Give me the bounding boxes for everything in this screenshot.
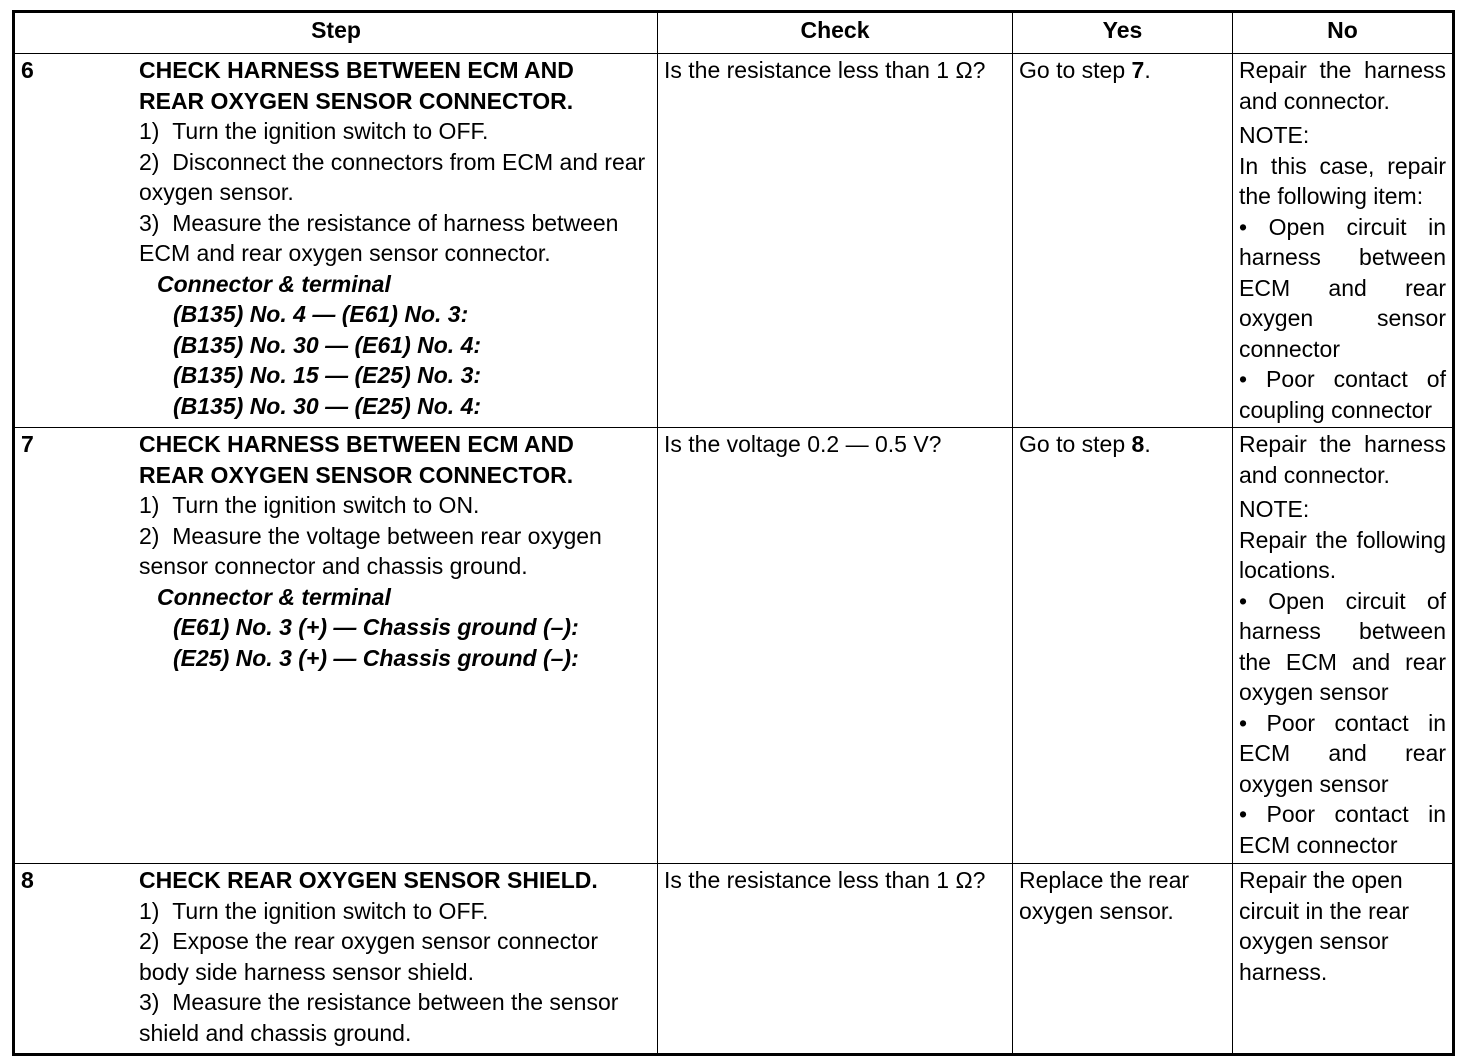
step-number: 6 <box>21 57 34 83</box>
yes-step-ref: 8 <box>1131 431 1145 457</box>
step-number: 7 <box>21 431 34 457</box>
yes-cell <box>1013 54 1233 428</box>
step-title: CHECK HARNESS BETWEEN ECM AND <box>139 431 574 457</box>
table-row <box>14 864 1454 1055</box>
substep: 1) Turn the ignition switch to OFF. <box>139 897 489 924</box>
step-title: CHECK HARNESS BETWEEN ECM AND <box>139 57 574 83</box>
yes-prefix: Go to step <box>1019 57 1132 83</box>
note-line: • Poor contact in ECM and rear oxygen sensor <box>1239 709 1446 797</box>
no-cell <box>1233 428 1454 864</box>
yes-suffix: . <box>1144 57 1151 83</box>
header-check: Check <box>658 12 1013 54</box>
note-heading: NOTE: <box>1239 122 1310 148</box>
substep: 3) Measure the resistance of harness between ECM and rear oxygen sensor connector. <box>139 209 619 266</box>
connector-item: (E61) No. 3 (+) — Chassis ground (–): <box>173 614 579 640</box>
substep: 2) Expose the rear oxygen sensor connector body side harness sensor shield. <box>139 928 598 985</box>
note-heading: NOTE: <box>1239 496 1310 522</box>
step-title: REAR OXYGEN SENSOR CONNECTOR. <box>139 461 574 488</box>
no-main: Repair the harness and connector. <box>1239 431 1446 488</box>
yes-cell <box>1013 428 1233 864</box>
no-cell: Repair the open circuit in the rear oxygen sensor harness. <box>1233 864 1454 1055</box>
note-line: • Open circuit in harness between ECM and rear oxygen sensor connector <box>1239 213 1446 362</box>
yes-suffix: . <box>1144 431 1151 457</box>
header-no: No <box>1233 12 1454 54</box>
substep: 3) Measure the resistance between the sensor shield and chassis ground. <box>139 989 619 1046</box>
note-line: Repair the following locations. <box>1239 526 1446 583</box>
note-line: • Poor contact in ECM connector <box>1239 801 1446 858</box>
diagnostic-table <box>12 10 1455 1056</box>
step-number: 8 <box>21 867 34 893</box>
substep: 1) Turn the ignition switch to OFF. <box>139 118 489 144</box>
step-cell <box>14 428 658 864</box>
header-yes: Yes <box>1013 12 1233 54</box>
substep: 2) Measure the voltage between rear oxygen sensor connector and chassis ground. <box>139 522 602 579</box>
no-main: Repair the harness and connector. <box>1239 57 1446 114</box>
step-cell <box>14 864 658 1055</box>
connector-heading: Connector & terminal <box>157 270 391 297</box>
table-row <box>14 428 1454 864</box>
step-title: REAR OXYGEN SENSOR CONNECTOR. <box>139 87 574 114</box>
check-cell: Is the voltage 0.2 — 0.5 V? <box>658 428 1013 864</box>
header-row <box>14 12 1454 54</box>
note-line: In this case, repair the following item: <box>1239 152 1446 209</box>
note-line: • Open circuit of harness between the ECM and rear oxygen sensor <box>1239 587 1446 705</box>
connector-item: (B135) No. 30 — (E25) No. 4: <box>173 392 482 419</box>
connector-item: (E25) No. 3 (+) — Chassis ground (–): <box>173 644 579 671</box>
step-cell <box>14 54 658 428</box>
substep: 1) Turn the ignition switch to ON. <box>139 492 480 518</box>
connector-item: (B135) No. 15 — (E25) No. 3: <box>173 362 482 388</box>
step-title: CHECK REAR OXYGEN SENSOR SHIELD. <box>139 867 598 893</box>
connector-heading: Connector & terminal <box>157 583 391 610</box>
yes-prefix: Go to step <box>1019 431 1132 457</box>
yes-cell: Replace the rear oxygen sensor. <box>1013 864 1233 1055</box>
check-cell: Is the resistance less than 1 Ω? <box>658 864 1013 1055</box>
no-cell <box>1233 54 1454 428</box>
yes-step-ref: 7 <box>1131 57 1145 83</box>
table-row <box>14 54 1454 428</box>
check-cell: Is the resistance less than 1 Ω? <box>658 54 1013 428</box>
substep: 2) Disconnect the connectors from ECM and rear oxygen sensor. <box>139 148 646 205</box>
connector-item: (B135) No. 4 — (E61) No. 3: <box>173 301 469 327</box>
note-line: • Poor contact of coupling connector <box>1239 366 1446 423</box>
connector-item: (B135) No. 30 — (E61) No. 4: <box>173 331 482 358</box>
header-step: Step <box>14 12 658 54</box>
